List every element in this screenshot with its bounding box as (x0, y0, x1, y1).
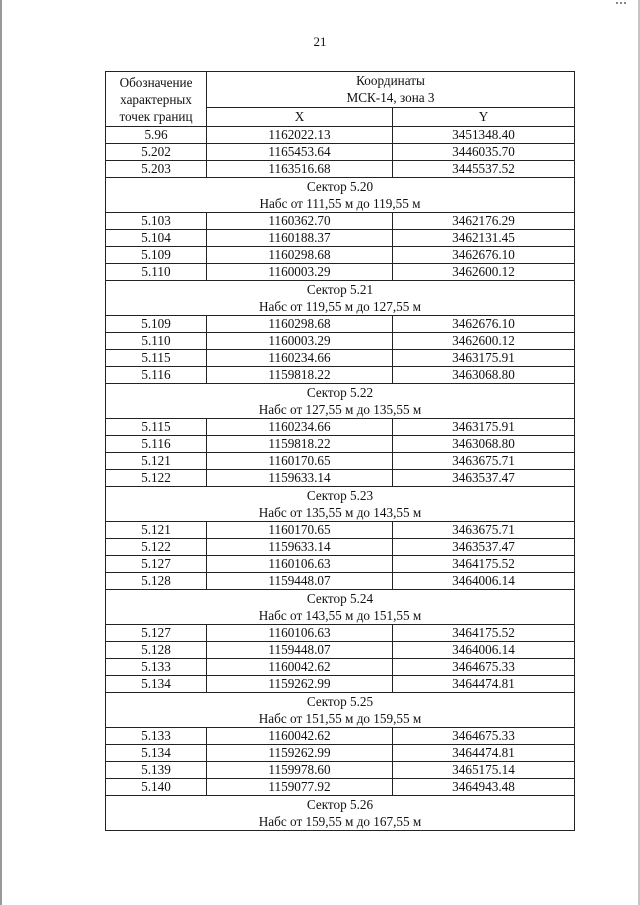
table-row (106, 659, 575, 676)
cell-x: 1160003.29 (207, 333, 393, 350)
cell-x: 1160170.65 (207, 522, 393, 539)
sector-cell (106, 384, 575, 419)
cell-x: 1160106.63 (207, 556, 393, 573)
cell-point: 5.109 (106, 316, 207, 333)
cell-point: 5.121 (106, 522, 207, 539)
sector-height-range: Набс от 143,55 м до 151,55 м (258, 608, 422, 623)
cell-point: 5.133 (106, 728, 207, 745)
cell-point: 5.103 (106, 213, 207, 230)
cell-x: 1160362.70 (207, 213, 393, 230)
sector-cell (106, 281, 575, 316)
cell-y: 3464474.81 (393, 676, 575, 693)
table-row (106, 453, 575, 470)
cell-y: 3464175.52 (393, 556, 575, 573)
cell-point: 5.133 (106, 659, 207, 676)
cell-point: 5.202 (106, 144, 207, 161)
header-coordinates (207, 72, 575, 108)
table-row (106, 333, 575, 350)
scan-left-edge (0, 0, 2, 905)
sector-height-range: Набс от 151,55 м до 159,55 м (258, 711, 422, 726)
table-row (106, 573, 575, 590)
sector-cell (106, 487, 575, 522)
cell-y: 3463175.91 (393, 350, 575, 367)
cell-point: 5.115 (106, 419, 207, 436)
cell-point: 5.109 (106, 247, 207, 264)
cell-x: 1160298.68 (207, 247, 393, 264)
cell-point: 5.96 (106, 127, 207, 144)
page-number: 21 (313, 34, 327, 49)
table-row (106, 762, 575, 779)
cell-y: 3462131.45 (393, 230, 575, 247)
table-row (106, 625, 575, 642)
table-row (106, 522, 575, 539)
cell-y: 3462600.12 (393, 333, 575, 350)
cell-point: 5.121 (106, 453, 207, 470)
table-row (106, 556, 575, 573)
cell-y: 3463537.47 (393, 539, 575, 556)
table-row (106, 144, 575, 161)
cell-x: 1159818.22 (207, 436, 393, 453)
cell-x: 1159633.14 (207, 470, 393, 487)
table-row (106, 676, 575, 693)
cell-x: 1160003.29 (207, 264, 393, 281)
table-row (106, 264, 575, 281)
scan-artifact (616, 2, 626, 10)
header-y: Y (393, 107, 575, 126)
cell-y: 3463068.80 (393, 367, 575, 384)
cell-point: 5.104 (106, 230, 207, 247)
cell-point: 5.122 (106, 470, 207, 487)
sector-row (106, 384, 575, 419)
sector-cell (106, 178, 575, 213)
cell-y: 3462676.10 (393, 316, 575, 333)
sector-height-range: Набс от 119,55 м до 127,55 м (259, 299, 421, 314)
cell-point: 5.134 (106, 745, 207, 762)
cell-point: 5.127 (106, 556, 207, 573)
cell-point: 5.122 (106, 539, 207, 556)
header-coordinate-system: МСК-14, зона 3 (346, 90, 435, 106)
sector-title: Сектор 5.21 (306, 282, 374, 297)
table-row (106, 728, 575, 745)
table-row (106, 213, 575, 230)
cell-point: 5.128 (106, 642, 207, 659)
cell-y: 3464675.33 (393, 728, 575, 745)
cell-y: 3464175.52 (393, 625, 575, 642)
table-body (106, 127, 575, 831)
sector-height-range: Набс от 127,55 м до 135,55 м (258, 402, 422, 417)
sector-title: Сектор 5.24 (306, 591, 374, 606)
cell-x: 1159448.07 (207, 642, 393, 659)
sector-title: Сектор 5.26 (306, 797, 374, 812)
cell-x: 1162022.13 (207, 127, 393, 144)
cell-point: 5.110 (106, 333, 207, 350)
cell-x: 1159077.92 (207, 779, 393, 796)
header-coordinates-label: Координаты (356, 73, 425, 89)
sector-height-range: Набс от 111,55 м до 119,55 м (259, 196, 421, 211)
cell-x: 1159262.99 (207, 676, 393, 693)
header-x: X (207, 107, 393, 126)
cell-y: 3463068.80 (393, 436, 575, 453)
cell-y: 3463537.47 (393, 470, 575, 487)
cell-point: 5.110 (106, 264, 207, 281)
cell-x: 1160234.66 (207, 350, 393, 367)
cell-point: 5.128 (106, 573, 207, 590)
table-row (106, 161, 575, 178)
cell-point: 5.140 (106, 779, 207, 796)
cell-point: 5.203 (106, 161, 207, 178)
sector-row (106, 590, 575, 625)
sector-cell (106, 590, 575, 625)
cell-y: 3462600.12 (393, 264, 575, 281)
sector-title: Сектор 5.20 (306, 179, 374, 194)
table-row (106, 539, 575, 556)
cell-x: 1165453.64 (207, 144, 393, 161)
sector-title: Сектор 5.23 (306, 488, 374, 503)
table-row (106, 779, 575, 796)
table-row (106, 350, 575, 367)
cell-y: 3451348.40 (393, 127, 575, 144)
table-row (106, 745, 575, 762)
cell-point: 5.127 (106, 625, 207, 642)
cell-x: 1159448.07 (207, 573, 393, 590)
table-row (106, 127, 575, 144)
cell-y: 3446035.70 (393, 144, 575, 161)
cell-y: 3464474.81 (393, 745, 575, 762)
sector-height-range: Набс от 135,55 м до 143,55 м (258, 505, 422, 520)
cell-x: 1160106.63 (207, 625, 393, 642)
sector-row (106, 693, 575, 728)
cell-x: 1159818.22 (207, 367, 393, 384)
table-row (106, 367, 575, 384)
table-row (106, 470, 575, 487)
coordinates-table (105, 71, 575, 831)
cell-x: 1160042.62 (207, 659, 393, 676)
table-row (106, 247, 575, 264)
sector-row (106, 178, 575, 213)
cell-y: 3463675.71 (393, 453, 575, 470)
table-row (106, 419, 575, 436)
cell-y: 3464006.14 (393, 573, 575, 590)
cell-x: 1163516.68 (207, 161, 393, 178)
cell-y: 3445537.52 (393, 161, 575, 178)
sector-row (106, 281, 575, 316)
cell-x: 1160170.65 (207, 453, 393, 470)
cell-point: 5.134 (106, 676, 207, 693)
cell-y: 3464943.48 (393, 779, 575, 796)
cell-x: 1160042.62 (207, 728, 393, 745)
cell-point: 5.116 (106, 436, 207, 453)
cell-x: 1159633.14 (207, 539, 393, 556)
table-row (106, 642, 575, 659)
cell-y: 3462676.10 (393, 247, 575, 264)
cell-y: 3465175.14 (393, 762, 575, 779)
sector-title: Сектор 5.25 (306, 694, 374, 709)
cell-x: 1159978.60 (207, 762, 393, 779)
sector-cell (106, 693, 575, 728)
sector-row (106, 796, 575, 831)
cell-x: 1159262.99 (207, 745, 393, 762)
cell-y: 3464675.33 (393, 659, 575, 676)
sector-height-range: Набс от 159,55 м до 167,55 м (258, 814, 422, 829)
cell-x: 1160298.68 (207, 316, 393, 333)
cell-y: 3464006.14 (393, 642, 575, 659)
cell-y: 3463675.71 (393, 522, 575, 539)
table-row (106, 230, 575, 247)
table-row (106, 316, 575, 333)
cell-point: 5.116 (106, 367, 207, 384)
sector-row (106, 487, 575, 522)
cell-y: 3462176.29 (393, 213, 575, 230)
table-row (106, 436, 575, 453)
header-point-designation: Обозначение характерных точек границ (106, 72, 207, 127)
cell-x: 1160188.37 (207, 230, 393, 247)
cell-y: 3463175.91 (393, 419, 575, 436)
sector-title: Сектор 5.22 (306, 385, 374, 400)
cell-x: 1160234.66 (207, 419, 393, 436)
cell-point: 5.139 (106, 762, 207, 779)
cell-point: 5.115 (106, 350, 207, 367)
sector-cell (106, 796, 575, 831)
